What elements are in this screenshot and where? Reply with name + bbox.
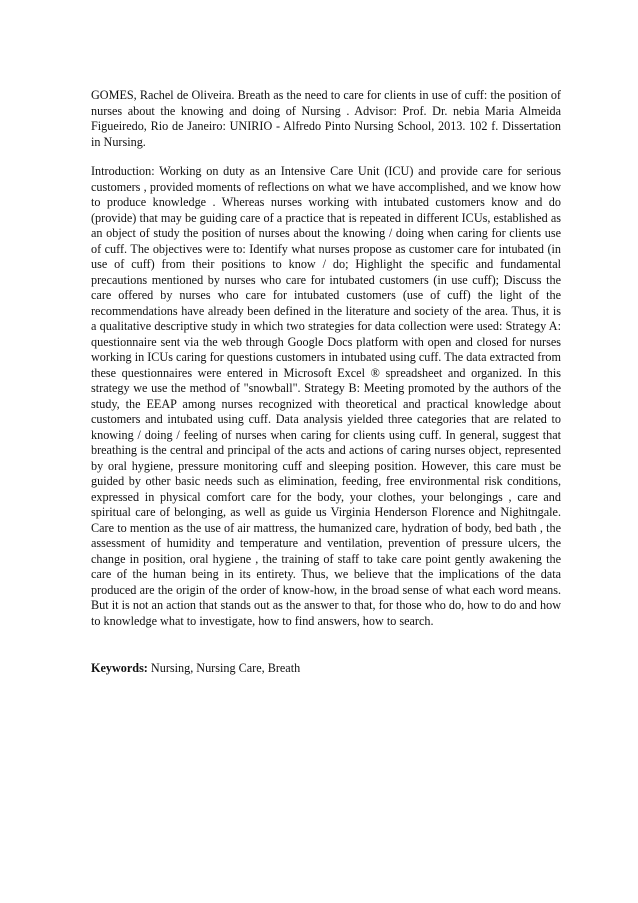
- keywords-label: Keywords:: [91, 661, 148, 675]
- abstract-paragraph: Introduction: Working on duty as an Intensive Care Unit (ICU) and provide care for serious customers , provided moments of reflections on what we have accomplished, and we know how to produce knowledge . Whereas nurses working with intubated customers know and do (provide) that may be guiding care of a practice that is repeated in different ICUs, established as an object of study the position of nurses about the knowing / doing when caring for clients use of cuff. The objectives were to: Identify what nurses propose as customer care for intubated (in use of cuff) from their positions to know / do; Highlight the specific and fundamental precautions mentioned by nurses who care for intubated customers (in use cuff); Discuss the care offered by nurses who care for intubated customers (use of cuff) the light of the recommendations have already been defined in the literature and society of the area. Thus, it is a qualitative descriptive study in which two strategies for data collection were used: Strategy A: questionnaire sent via the web through Google Docs platform with open and closed for nurses working in ICUs caring for questions customers in intubated using cuff. The data extracted from these questionnaires were entered in Microsoft Excel ® spreadsheet and organized. In this strategy we use the method of "snowball". Strategy B: Meeting promoted by the authors of the study, the EEAP among nurses recognized with theoretical and practical knowledge about customers and intubated using cuff. Data analysis yielded three categories that are related to knowing / doing / feeling of nurses when caring for clients using cuff. In general, suggest that breathing is the central and principal of the acts and actions of caring nurses object, represented by oral hygiene, pressure monitoring cuff and sleeping position. However, this care must be guided by other basic needs such as elimination, feeding, free environmental risk conditions, expressed in physical comfort care for the body, your clothes, your belongings , care and spiritual care of belonging, as well as guide us Virginia Henderson Florence and Nighitngale. Care to mention as the use of air mattress, the humanized care, hydration of body, bed bath , the assessment of humidity and temperature and ventilation, prevention of pressure ulcers, the change in position, oral hygiene , the training of staff to take care point gently awakening the care of the human being in its entirety. Thus, we believe that the implications of the data produced are the origin of the order of know-how, in the broad sense of what each word means. But it is not an action that stands out as the answer to that, for those who do, how to do and how to knowledge what to investigate, how to find answers, how to search.: [91, 164, 561, 628]
- document-body: [91, 88, 561, 677]
- keywords-value: Nursing, Nursing Care, Breath: [150, 661, 301, 675]
- citation-paragraph: GOMES, Rachel de Oliveira. Breath as the need to care for clients in use of cuff: the position of nurses about the knowing and doing of Nursing . Advisor: Prof. Dr. nebia Maria Almeida Figueiredo, Rio de Janeiro: UNIRIO - Alfredo Pinto Nursing School, 2013. 102 f. Dissertation in Nursing.: [91, 88, 561, 149]
- keywords-line: [91, 661, 561, 677]
